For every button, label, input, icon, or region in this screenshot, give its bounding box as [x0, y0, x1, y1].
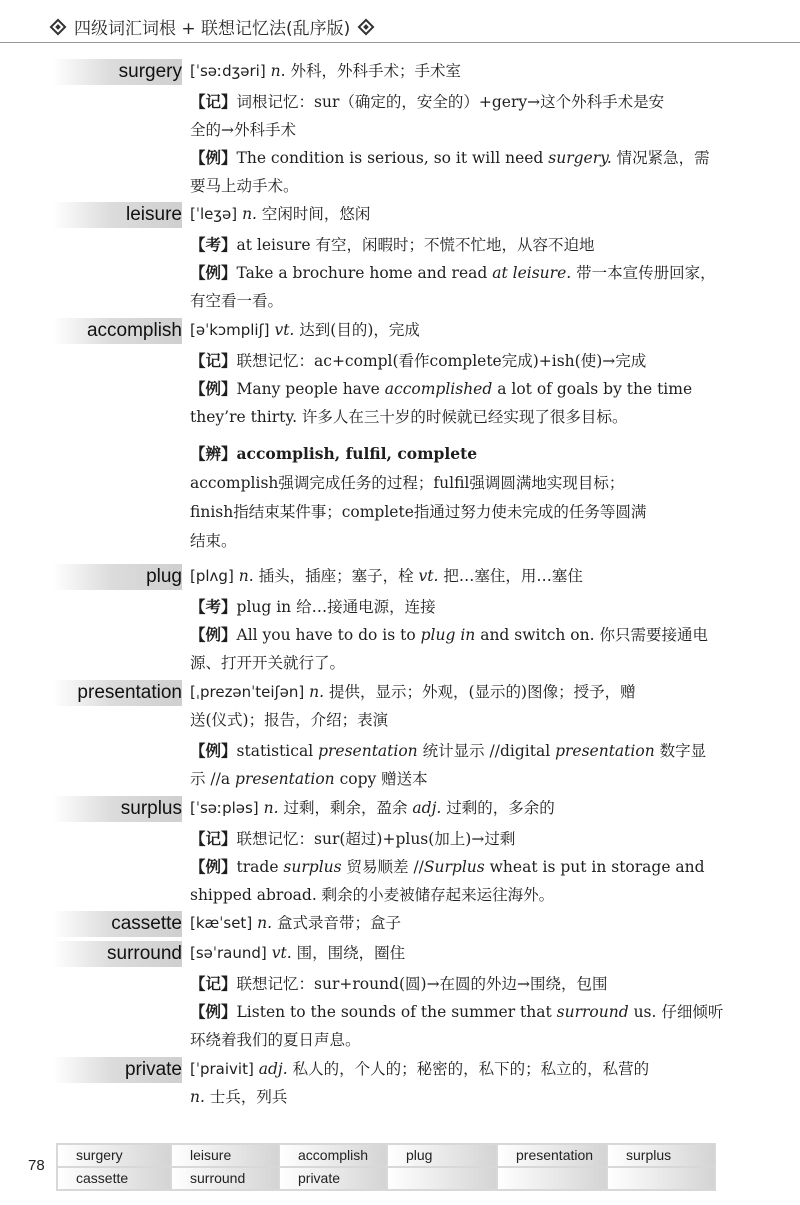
example-line-2: 有空看一看。	[190, 292, 284, 310]
part-of-speech: adj.	[258, 1060, 288, 1078]
review-word: plug	[388, 1145, 496, 1166]
headword: surround	[107, 943, 182, 964]
page-number: 78	[28, 1157, 45, 1174]
headword: private	[124, 1059, 182, 1080]
pronunciation: [ˈleʒə]	[190, 205, 238, 223]
definition: 插头，插座；塞子，栓	[258, 567, 414, 585]
definition: 围，围绕，圈住	[296, 944, 406, 962]
headword: plug	[146, 566, 182, 587]
part-of-speech: n.	[270, 62, 286, 80]
definition-2: 士兵，列兵	[209, 1088, 288, 1106]
part-of-speech: n.	[242, 205, 257, 223]
part-of-speech: vt.	[274, 321, 295, 339]
example-text-5: copy 赠送本	[334, 770, 428, 788]
example-tag: 【例】	[190, 148, 237, 167]
example-line-2: 要马上动手术。	[190, 177, 299, 195]
review-word: private	[280, 1168, 386, 1189]
pronunciation: [ˈsəːpləs]	[190, 799, 259, 817]
memo-tag: 【记】	[190, 92, 237, 111]
example-keyword: plug in	[420, 626, 476, 644]
definition: 空闲时间，悠闲	[261, 205, 371, 223]
exam-line	[190, 596, 730, 618]
memo-line-2: 全的→外科手术	[190, 121, 296, 139]
example-line-2: 源、打开开关就行了。	[190, 654, 346, 672]
definition-line	[190, 565, 730, 587]
example-keyword: surgery.	[548, 149, 612, 167]
memo-tag: 【记】	[190, 829, 237, 848]
distinction-line-2: finish指结束某件事；complete指通过努力使未完成的任务等圆满	[190, 503, 647, 521]
page-title: 四级词汇词根 + 联想记忆法(乱序版)	[74, 19, 351, 39]
definition-line-2: 送(仪式)；报告，介绍；表演	[190, 711, 389, 729]
example-text-2: 统计显示 //digital	[417, 742, 556, 760]
headword: presentation	[77, 682, 182, 703]
review-word: surgery	[58, 1145, 170, 1166]
diamond-right-icon	[358, 18, 375, 35]
memo-tag: 【记】	[190, 974, 237, 993]
example-line	[190, 1001, 730, 1023]
distinction-title: accomplish, fulfil, complete	[236, 444, 478, 463]
example-tag: 【例】	[190, 857, 237, 876]
exam-text: plug in 给…接通电源，连接	[236, 598, 436, 616]
memo-text: 联想记忆：sur(超过)+plus(加上)→过剩	[236, 830, 516, 848]
review-word: presentation	[498, 1145, 606, 1166]
review-word: cassette	[58, 1168, 170, 1189]
example-tag: 【例】	[190, 625, 237, 644]
example-keyword: surplus	[283, 858, 342, 876]
part-of-speech-2: adj.	[412, 799, 442, 817]
memo-line	[190, 828, 730, 850]
definition: 盒式录音带；盒子	[276, 914, 401, 932]
exam-line	[190, 234, 730, 256]
example-text: All you have to do is to	[236, 626, 421, 644]
example-text-2: 贸易顺差 //	[341, 858, 424, 876]
example-text: The condition is serious, so it will need	[236, 149, 549, 167]
part-of-speech: vt.	[271, 944, 292, 962]
example-line	[190, 624, 730, 646]
part-of-speech: n.	[257, 914, 273, 932]
distinction-line-3: 结束。	[190, 532, 237, 550]
definition-line-2	[190, 1086, 730, 1108]
example-line	[190, 378, 730, 400]
review-cell-empty	[608, 1168, 714, 1189]
example-translation: and switch on. 你只需要接通电	[475, 626, 708, 644]
pronunciation: [kæˈset]	[190, 914, 253, 932]
definition-line	[190, 912, 730, 934]
memo-line	[190, 350, 730, 372]
example-tag: 【例】	[190, 263, 237, 282]
example-translation: us. 仔细倾听	[628, 1003, 724, 1021]
memo-text: 联想记忆：sur+round(圆)→在圆的外边→围绕，包围	[236, 975, 608, 993]
exam-tag: 【考】	[190, 235, 237, 254]
headword: surplus	[120, 798, 182, 819]
example-keyword-2: Surplus	[423, 858, 485, 876]
header-title-row	[52, 14, 372, 39]
example-keyword: surround	[556, 1003, 629, 1021]
page-header	[0, 8, 800, 48]
example-translation: 带一本宣传册回家，	[571, 264, 716, 282]
definition-2: 把…塞住，用…塞住	[443, 567, 583, 585]
definition-line	[190, 942, 730, 964]
definition-line	[190, 203, 730, 225]
exam-text: at leisure 有空，闲暇时；不慌不忙地，从容不迫地	[236, 236, 595, 254]
example-tag: 【例】	[190, 741, 237, 760]
example-keyword: presentation	[318, 742, 418, 760]
example-text-3: wheat is put in storage and	[484, 858, 705, 876]
definition-line	[190, 319, 730, 341]
example-line	[190, 856, 730, 878]
example-line	[190, 147, 730, 169]
exam-tag: 【考】	[190, 597, 237, 616]
example-line-2: 环绕着我们的夏日声息。	[190, 1031, 361, 1049]
example-tag: 【例】	[190, 1002, 237, 1021]
review-word: surround	[172, 1168, 278, 1189]
definition: 私人的，个人的；秘密的，私下的；私立的，私营的	[292, 1060, 650, 1078]
example-keyword: at leisure.	[492, 264, 572, 282]
part-of-speech-2: n.	[190, 1088, 205, 1106]
definition-line	[190, 60, 730, 82]
part-of-speech: n.	[309, 683, 325, 701]
part-of-speech: n.	[238, 567, 254, 585]
example-text: Listen to the sounds of the summer that	[236, 1003, 557, 1021]
example-text-4: 示 //a	[190, 770, 236, 788]
memo-text: 词根记忆：sur（确定的，安全的）+gery→这个外科手术是安	[236, 93, 665, 111]
part-of-speech-2: vt.	[418, 567, 439, 585]
example-keyword: accomplished	[384, 380, 493, 398]
headword: surgery	[118, 61, 182, 82]
pronunciation: [səˈraund]	[190, 944, 267, 962]
memo-line	[190, 973, 730, 995]
review-word-grid	[56, 1143, 716, 1191]
definition-line	[190, 681, 730, 703]
memo-text: 联想记忆：ac+compl(看作complete完成)+ish(使)→完成	[236, 352, 647, 370]
header-divider	[0, 42, 800, 43]
memo-line	[190, 91, 730, 113]
example-line	[190, 262, 730, 284]
definition: 达到(目的)，完成	[299, 321, 420, 339]
example-keyword-2: presentation	[555, 742, 655, 760]
definition: 提供，显示；外观，(显示的)图像；授予，赠	[329, 683, 636, 701]
diamond-left-icon	[50, 18, 67, 35]
definition-line	[190, 797, 730, 819]
headword: cassette	[111, 913, 182, 934]
review-word: accomplish	[280, 1145, 386, 1166]
example-text: trade	[236, 858, 284, 876]
example-text: Many people have	[236, 380, 385, 398]
example-line-2: they’re thirty. 许多人在三十岁的时候就已经实现了很多目标。	[190, 408, 628, 426]
example-tag: 【例】	[190, 379, 237, 398]
pronunciation: [ˈpraivit]	[190, 1060, 254, 1078]
definition-2: 过剩的，多余的	[446, 799, 555, 817]
distinction-line-1: accomplish强调完成任务的过程；fulfil强调圆满地实现目标；	[190, 474, 625, 492]
example-line	[190, 740, 730, 762]
example-text: statistical	[236, 742, 319, 760]
example-line-2	[190, 768, 730, 790]
pronunciation: [plʌg]	[190, 567, 234, 585]
review-cell-empty	[498, 1168, 606, 1189]
distinction-heading	[190, 443, 730, 465]
example-text-end: a lot of goals by the time	[492, 380, 693, 398]
pronunciation: [əˈkɔmpliʃ]	[190, 321, 270, 339]
memo-tag: 【记】	[190, 351, 237, 370]
review-word: leisure	[172, 1145, 278, 1166]
example-text-3: 数字显	[654, 742, 707, 760]
distinction-tag: 【辨】	[190, 444, 237, 463]
part-of-speech: n.	[263, 799, 279, 817]
example-text: Take a brochure home and read	[236, 264, 493, 282]
pronunciation: [ˈsəːdʒəri]	[190, 62, 266, 80]
definition: 外科，外科手术；手术室	[290, 62, 461, 80]
example-keyword-3: presentation	[235, 770, 335, 788]
review-word: surplus	[608, 1145, 714, 1166]
headword: accomplish	[86, 320, 182, 341]
example-translation: 情况紧急，需	[611, 149, 710, 167]
pronunciation: [ˌprezənˈteiʃən]	[190, 683, 305, 701]
definition: 过剩，剩余，盈余	[283, 799, 408, 817]
definition-line	[190, 1058, 730, 1080]
headword: leisure	[126, 204, 182, 225]
review-cell-empty	[388, 1168, 496, 1189]
example-line-2: shipped abroad. 剩余的小麦被储存起来运往海外。	[190, 886, 555, 904]
